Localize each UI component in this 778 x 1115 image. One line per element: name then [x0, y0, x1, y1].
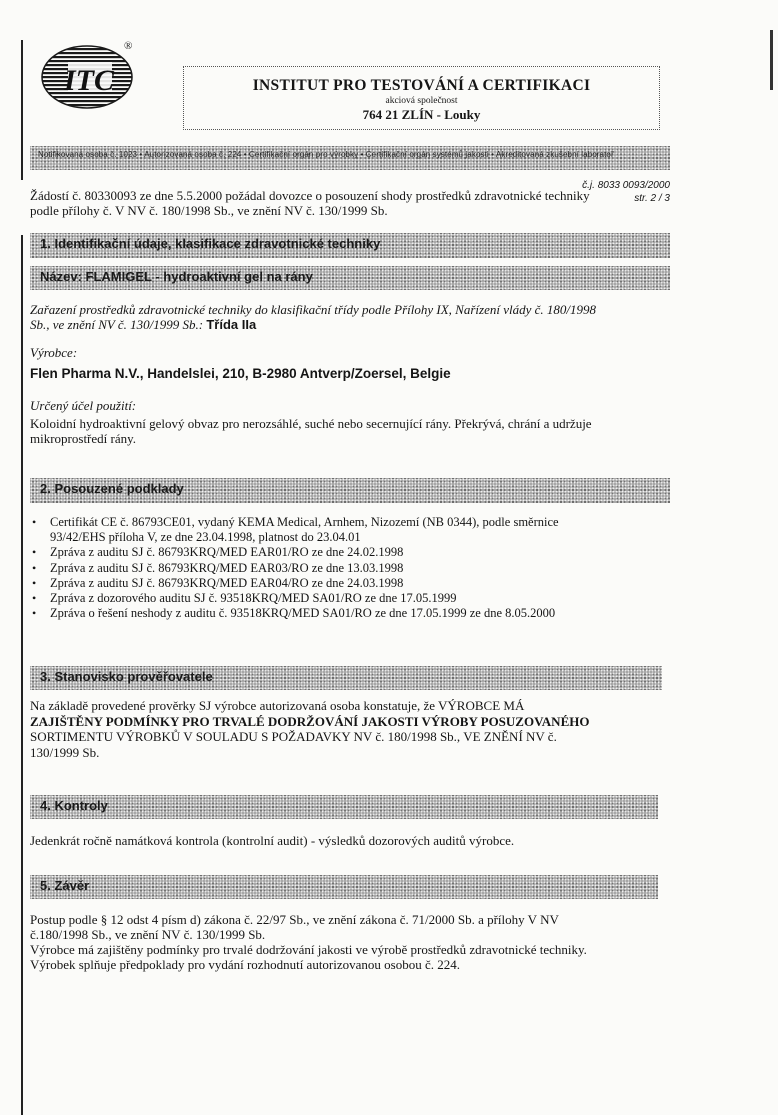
controls-text: Jedenkrát ročně namátková kontrola (kontrolní audit) - výsledků dozorových auditů výrobce.: [30, 833, 515, 848]
section-4-header: [30, 795, 658, 819]
list-item-text: Zpráva o řešení neshody z auditu č. 93518KRQ/MED SA01/RO ze dne 17.05.1999 ze dne 8.05.2000: [50, 606, 556, 621]
top-info-band: [30, 146, 670, 170]
manufacturer-name: Flen Pharma N.V., Handelslei, 210, B-2980 Antverp/Zoersel, Belgie: [30, 366, 451, 381]
institute-name: INSTITUT PRO TESTOVÁNÍ A CERTIFIKACI: [252, 77, 591, 94]
list-item-text: Zpráva z auditu SJ č. 86793KRQ/MED EAR04/RO ze dne 24.03.1998: [50, 575, 404, 590]
scan-edge-mark: [770, 30, 773, 90]
list-item: [28, 606, 678, 621]
list-item: [28, 515, 678, 545]
bullet-icon: •: [32, 560, 37, 575]
section-1-header: [30, 233, 670, 258]
class-value: Třída IIa: [206, 317, 257, 332]
bullet-icon: •: [32, 575, 37, 590]
purpose-label: Určený účel použití:: [30, 398, 137, 413]
conclusion-paragraph: [30, 912, 670, 972]
section-2-header: [30, 478, 670, 503]
section-2-title: 2. Posouzené podklady: [40, 481, 184, 496]
list-item: [28, 576, 678, 591]
itc-logo-icon: [40, 44, 134, 110]
bullet-icon: •: [32, 515, 37, 529]
list-item-text: Certifikát CE č. 86793CE01, vydaný KEMA Medical, Arnhem, Nizozemí (NB 0344), podle směrnice: [50, 515, 559, 529]
statement-line: 130/1999 Sb.: [30, 744, 100, 760]
bullet-icon: •: [32, 591, 37, 606]
section-3-header: [30, 666, 662, 690]
section-1-title: 1. Identifikační údaje, klasifikace zdravotnické techniky: [40, 236, 381, 251]
classification-line: [30, 317, 670, 332]
purpose-line: Koloidní hydroaktivní gelový obvaz pro nerozsáhlé, suché nebo secernující rány. Překrývá, chrání a udržuje: [30, 416, 592, 431]
classification-line-end: Sb., ve znění NV č. 130/1999 Sb.:: [30, 317, 204, 332]
manufacturer-label: Výrobce:: [30, 345, 78, 360]
list-item-text: Zpráva z auditu SJ č. 86793KRQ/MED EAR03/RO ze dne 13.03.1998: [50, 560, 404, 575]
page-number: str. 2 / 3: [634, 193, 670, 204]
documents-list: [28, 515, 678, 621]
purpose-paragraph: [30, 416, 670, 446]
header-box: [183, 66, 660, 130]
institute-address: 764 21 ZLÍN - Louky: [362, 107, 481, 122]
conclusion-line: č.180/1998 Sb., ve znění NV č. 130/1999 Sb.: [30, 927, 266, 942]
list-item: [28, 545, 678, 560]
reference-number: č.j. 8033 0093/2000: [582, 180, 670, 191]
binder-line: [21, 40, 23, 180]
conclusion-line: Výrobce má zajištěny podmínky pro trvalé dodržování jakosti ve výrobě prostředků zdravotnické techniky.: [30, 942, 587, 957]
intro-line: podle přílohy č. V NV č. 180/1998 Sb., ve znění NV č. 130/1999 Sb.: [30, 203, 388, 218]
statement-line: Na základě provedené prověrky SJ výrobce autorizovaná osoba konstatuje, že VÝROBCE MÁ: [30, 698, 525, 713]
company-type: akciová společnost: [385, 96, 458, 106]
bullet-icon: •: [32, 606, 37, 621]
top-band-text: Notifikovaná osoba č. 1023 • Autorizovaná osoba č. 224 • Certifikační orgán pro výrobky • Certifikační orgán systémů jakosti • Akreditovaná zkušební laboratoř: [38, 150, 614, 159]
classification-paragraph: [30, 302, 670, 332]
product-name-band: [30, 266, 670, 290]
section-5-header: [30, 875, 658, 899]
purpose-line: mikroprostředí rány.: [30, 431, 137, 446]
list-item-text: Zpráva z dozorového auditu SJ č. 93518KRQ/MED SA01/RO ze dne 17.05.1999: [50, 591, 457, 606]
conclusion-line: Postup podle § 12 odst 4 písm d) zákona č. 22/97 Sb., ve znění zákona č. 71/2000 Sb. a přílohy V NV: [30, 912, 559, 927]
conclusion-line: Výrobek splňuje předpoklady pro vydání rozhodnutí autorizovanou osobou č. 224.: [30, 957, 460, 972]
statement-line: ZAJIŠTĚNY PODMÍNKY PRO TRVALÉ DODRŽOVÁNÍ JAKOSTI VÝROBY POSUZOVANÉHO: [30, 713, 590, 729]
intro-paragraph: [30, 188, 670, 218]
classification-line: Zařazení prostředků zdravotnické techniky do klasifikační třídy podle Přílohy IX, Nařízení vlády č. 180/1998: [30, 302, 596, 317]
section-5-title: 5. Závěr: [40, 878, 90, 893]
svg-text:ITC: ITC: [63, 64, 115, 97]
product-name: Název: FLAMIGEL - hydroaktivní gel na rány: [40, 269, 313, 284]
binder-line: [21, 235, 23, 1115]
section-4-title: 4. Kontroly: [40, 798, 108, 813]
controls-paragraph: [30, 833, 670, 848]
section-3-title: 3. Stanovisko prověřovatele: [40, 669, 213, 684]
intro-line: Žádostí č. 80330093 ze dne 5.5.2000 požádal dovozce o posouzení shody prostředků zdravotnické techniky: [30, 188, 590, 203]
list-item-text: Zpráva z auditu SJ č. 86793KRQ/MED EAR01/RO ze dne 24.02.1998: [50, 545, 404, 560]
auditor-statement: [30, 698, 662, 760]
registered-mark: ®: [124, 40, 133, 52]
list-item: [28, 591, 678, 606]
statement-line: SORTIMENTU VÝROBKŮ V SOULADU S POŽADAVKY NV č. 180/1998 Sb., VE ZNĚNÍ NV č.: [30, 729, 557, 744]
list-item: [28, 561, 678, 576]
bullet-icon: •: [32, 545, 37, 560]
list-item-continuation: 93/42/EHS příloha V, ze dne 23.04.1998, platnost do 23.04.01: [50, 530, 361, 545]
